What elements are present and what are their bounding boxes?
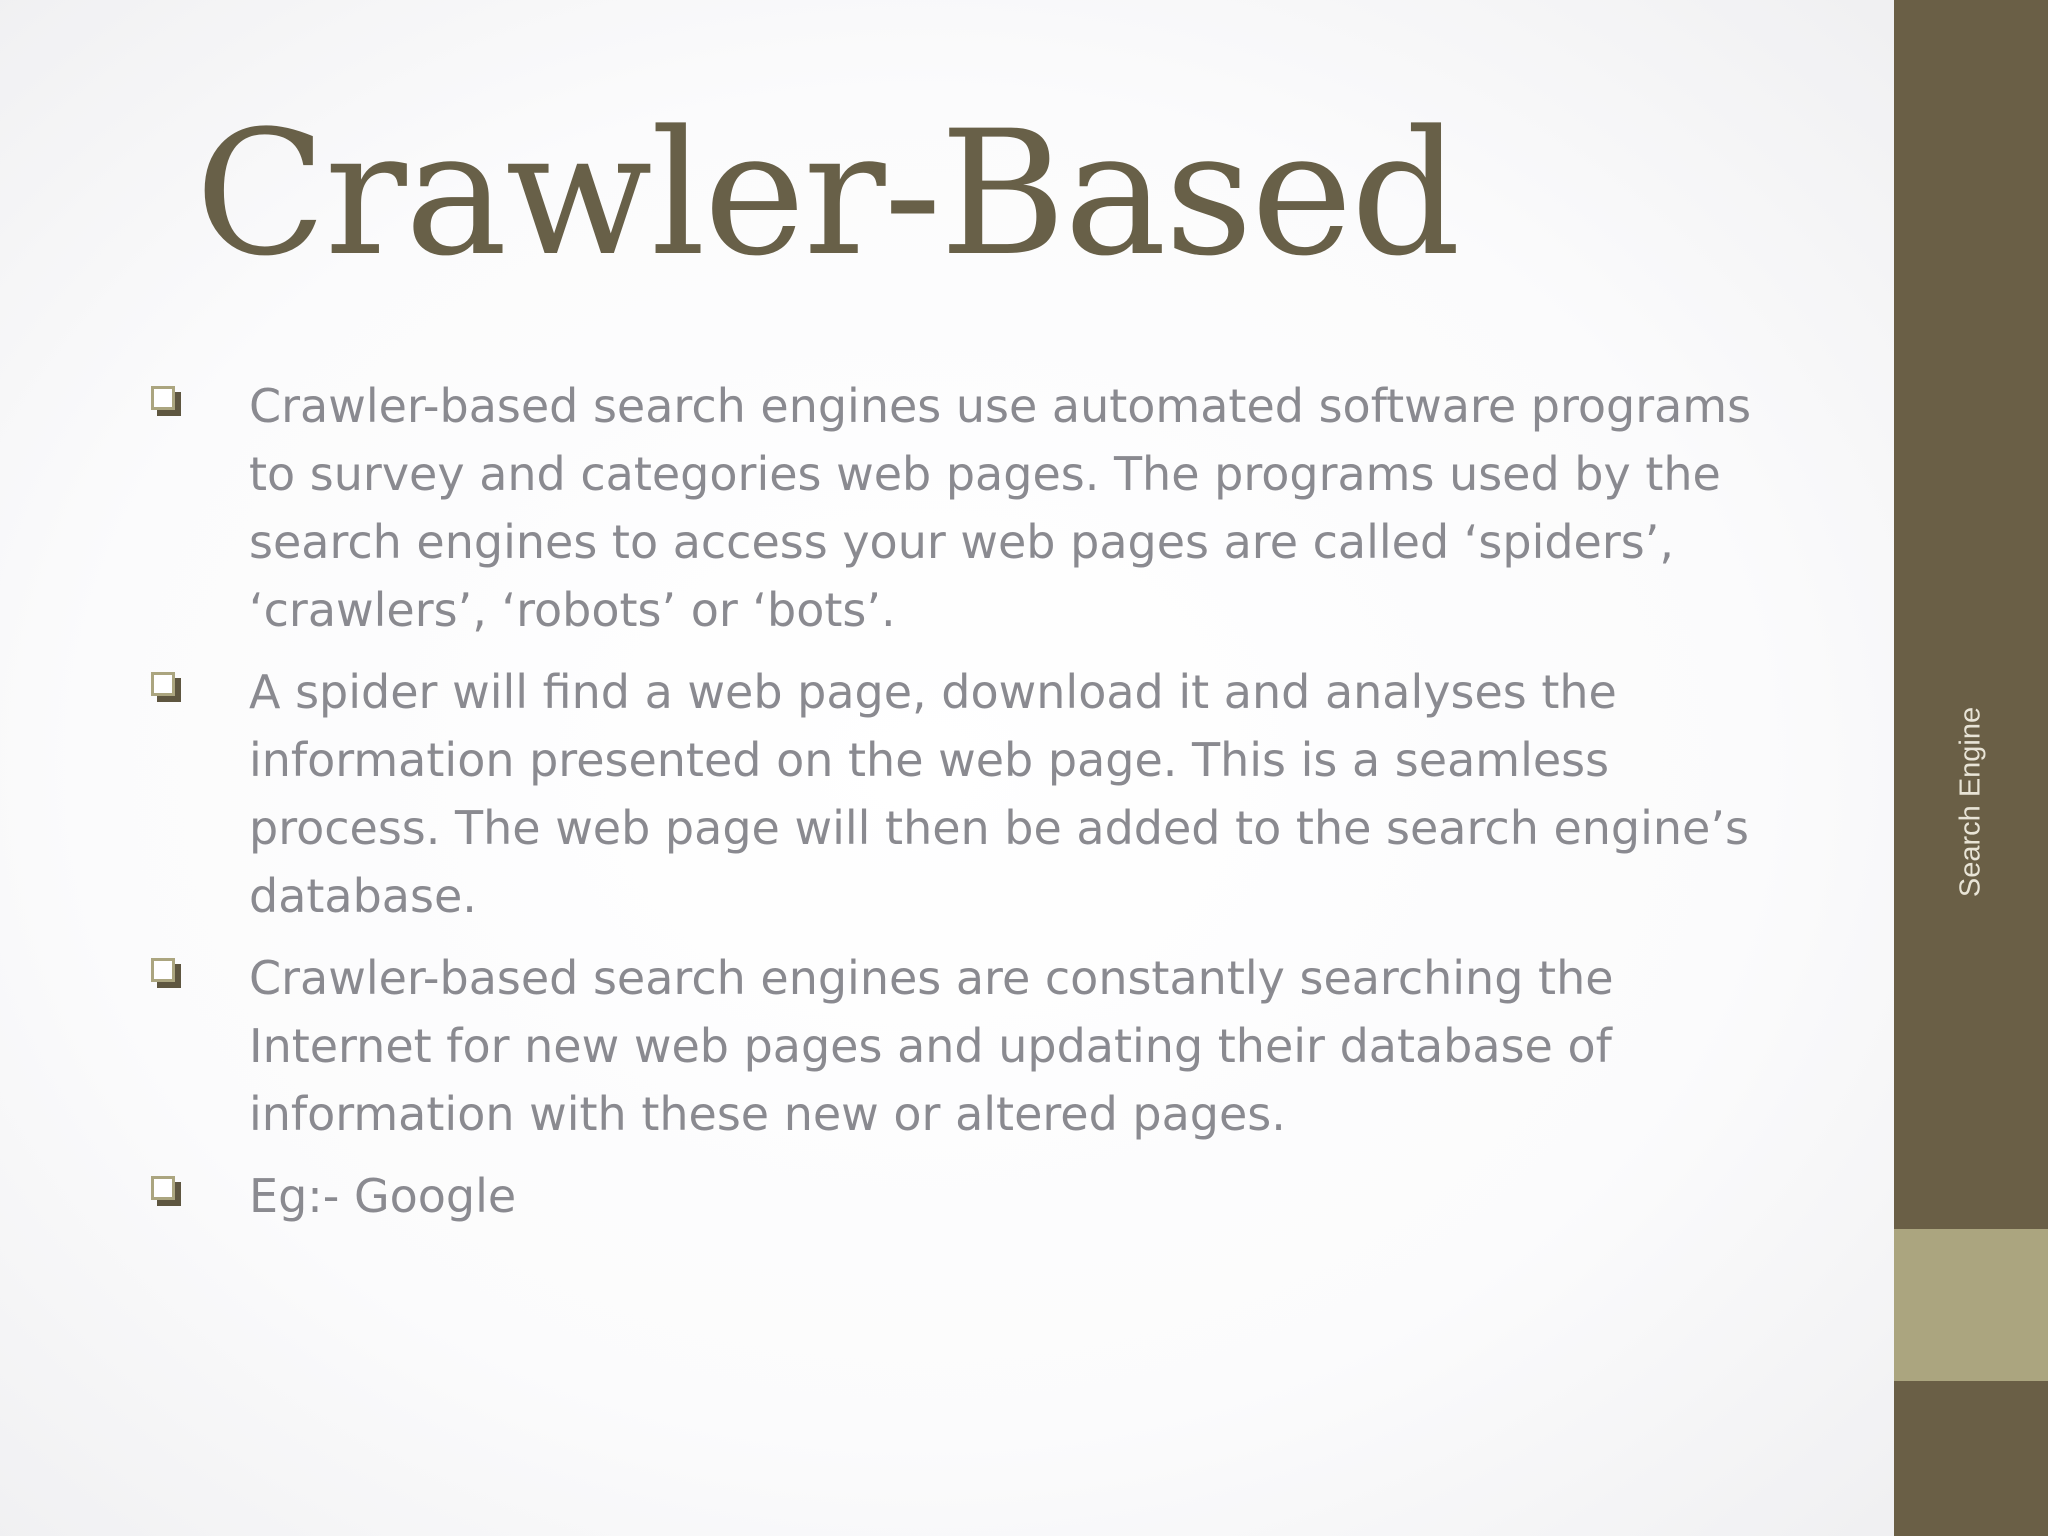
bullet-text: Eg:- Google [249,1169,517,1223]
bullet-item [148,1162,1788,1230]
checkbox-square-icon [151,958,181,988]
bullet-item [148,944,1788,1148]
bullet-text: Crawler-based search engines use automated software programs to survey and categories web pages. The programs used by the search engines to access your web pages are called ‘spiders’, ‘crawlers’, ‘robots’ or ‘bots’. [249,379,1752,637]
sidebar-accent-block [1894,1229,2048,1381]
checkbox-square-icon [151,672,181,702]
sidebar-label: Search Engine [1954,706,1987,898]
bullet-list [148,372,1788,1244]
checkbox-square-icon [151,386,181,416]
bullet-text: Crawler-based search engines are constantly searching the Internet for new web pages and updating their database of information with these new or altered pages. [249,951,1614,1141]
sidebar [1894,0,2048,1536]
slide-title: Crawler-Based [195,93,1459,294]
bullet-text: A spider will find a web page, download it and analyses the information presented on the web page. This is a seamless process. The web page will then be added to the search engine’s database. [249,665,1749,923]
checkbox-square-icon [151,1176,181,1206]
bullet-item [148,372,1788,644]
bullet-item [148,658,1788,930]
